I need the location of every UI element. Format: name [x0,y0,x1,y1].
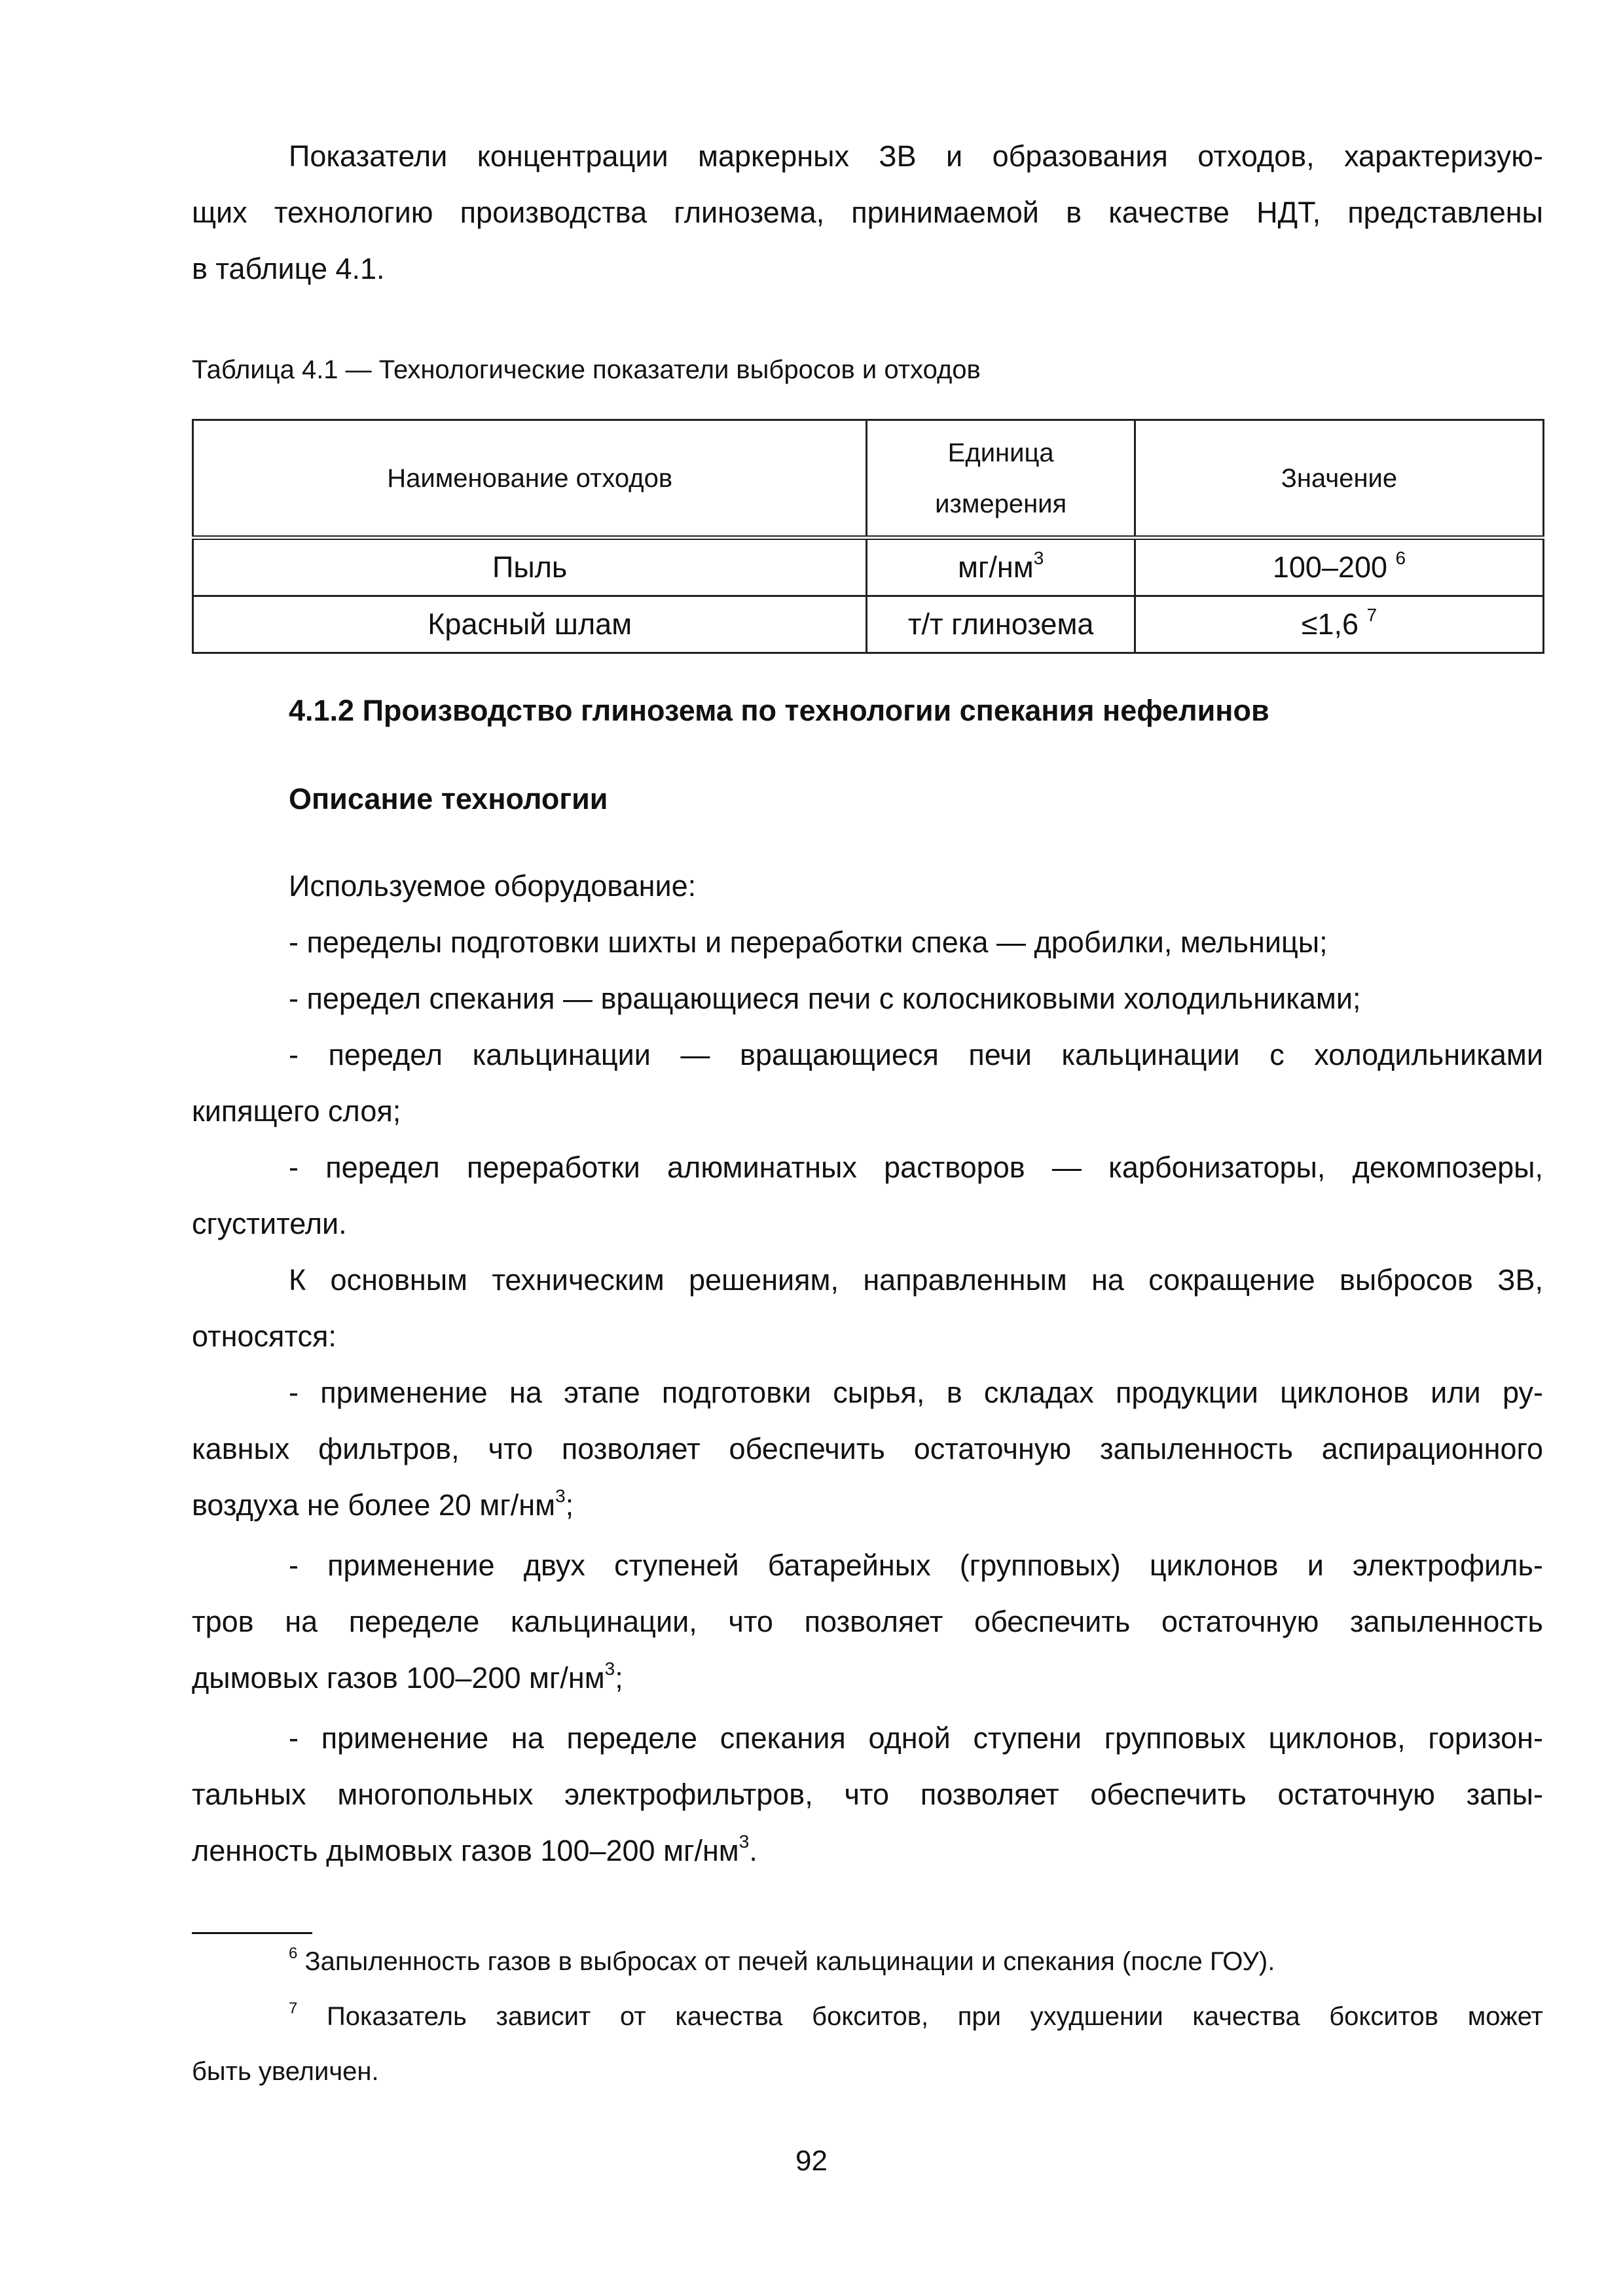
header-unit-line-2: измерения [935,489,1067,518]
table-header-row [193,420,1544,538]
footnote-separator [192,1932,312,1934]
cell-value [1135,596,1543,653]
solution-item-cont: тальных многопольных электрофильтров, что позволяет обеспечить остаточную запы- [192,1778,1543,1811]
equipment-item: - передел спекания — вращающиеся печи с колосниковыми холодильниками; [289,982,1361,1015]
solutions-intro: К основным техническим решениям, направленным на сокращение выбросов ЗВ, [289,1263,1543,1297]
footnote-line [192,1991,1543,2046]
footnote-line-cont: быть увеличен. [192,2057,379,2086]
footnote-mark: 7 [289,2000,298,2017]
footnote-mark: 6 [289,1945,298,1962]
superscript: 3 [739,1831,750,1852]
equipment-item: - передел переработки алюминатных растворов — карбонизаторы, декомпозеры, [289,1151,1543,1184]
solution-item-end [192,1823,1543,1883]
value-text: 100–200 [1272,550,1388,584]
solution-text: дымовых газов 100–200 мг/нм [192,1661,605,1695]
header-unit-line-1: Единица [947,438,1054,467]
footnote-6 [192,1936,1543,1991]
solution-text: ленность дымовых газов 100–200 мг/нм [192,1834,739,1867]
solutions-list [192,1252,1543,1883]
equipment-item: - передел кальцинации — вращающиеся печи кальцинации с холодильниками [289,1038,1543,1071]
header-waste-name: Наименование отходов [193,420,867,538]
solutions-intro-cont: относятся: [192,1319,337,1353]
section-heading: 4.1.2 Производство глинозема по технологии спекания нефелинов [289,694,1269,727]
table-caption: Таблица 4.1 — Технологические показатели выбросов и отходов [192,355,981,384]
solution-text: воздуха не более 20 мг/нм [192,1488,556,1522]
equipment-intro: Используемое оборудование: [289,869,697,903]
cell-name: Пыль [193,538,867,596]
punctuation: ; [565,1488,574,1522]
cell-unit: т/т глинозема [867,596,1135,653]
solution-item: - применение на переделе спекания одной ступени групповых циклонов, горизон- [289,1721,1543,1755]
intro-line-1: Показатели концентрации маркерных ЗВ и образования отходов, характеризую- [289,139,1543,173]
value-text: ≤1,6 [1301,607,1359,641]
header-unit [867,420,1135,538]
intro-line-2: щих технологию производства глинозема, принимаемой в качестве НДТ, представлены [192,196,1543,229]
subheading: Описание технологии [289,782,608,816]
superscript: 3 [604,1659,615,1679]
page-number: 92 [795,2145,828,2177]
footnote-7 [192,1991,1543,2097]
solution-item-cont: кавных фильтров, что позволяет обеспечить остаточную запыленность аспирационного [192,1432,1543,1465]
equipment-item-cont: сгустители. [192,1207,347,1240]
footnote-ref: 7 [1366,605,1377,625]
header-value: Значение [1135,420,1543,538]
unit-superscript: 3 [1033,548,1044,568]
punctuation: . [749,1834,757,1867]
equipment-item-cont: кипящего слоя; [192,1094,401,1128]
cell-value [1135,538,1543,596]
footnote-ref: 6 [1395,548,1406,568]
intro-line-3: в таблице 4.1. [192,252,385,285]
cell-name: Красный шлам [193,596,867,653]
solution-item-cont: тров на переделе кальцинации, что позволяет обеспечить остаточную запыленность [192,1605,1543,1638]
table-row [193,596,1544,653]
emissions-table [192,419,1544,654]
solution-item: - применение на этапе подготовки сырья, в складах продукции циклонов или ру- [289,1376,1543,1409]
footnote-text: Запыленность газов в выбросах от печей кальцинации и спекания (после ГОУ). [304,1947,1275,1976]
cell-unit [867,538,1135,596]
punctuation: ; [615,1661,623,1695]
solution-item: - применение двух ступеней батарейных (групповых) циклонов и электрофиль- [289,1549,1543,1582]
intro-paragraph [192,128,1543,297]
unit-text: мг/нм [958,550,1034,584]
solution-item-end [192,1477,1543,1537]
footnote-text: Показатель зависит от качества бокситов, при ухудшении качества бокситов может [327,2002,1543,2031]
solution-item-end [192,1650,1543,1710]
equipment-list [192,858,1543,1252]
table-row [193,538,1544,596]
superscript: 3 [555,1486,566,1506]
equipment-item: - переделы подготовки шихты и переработки спека — дробилки, мельницы; [289,925,1328,959]
